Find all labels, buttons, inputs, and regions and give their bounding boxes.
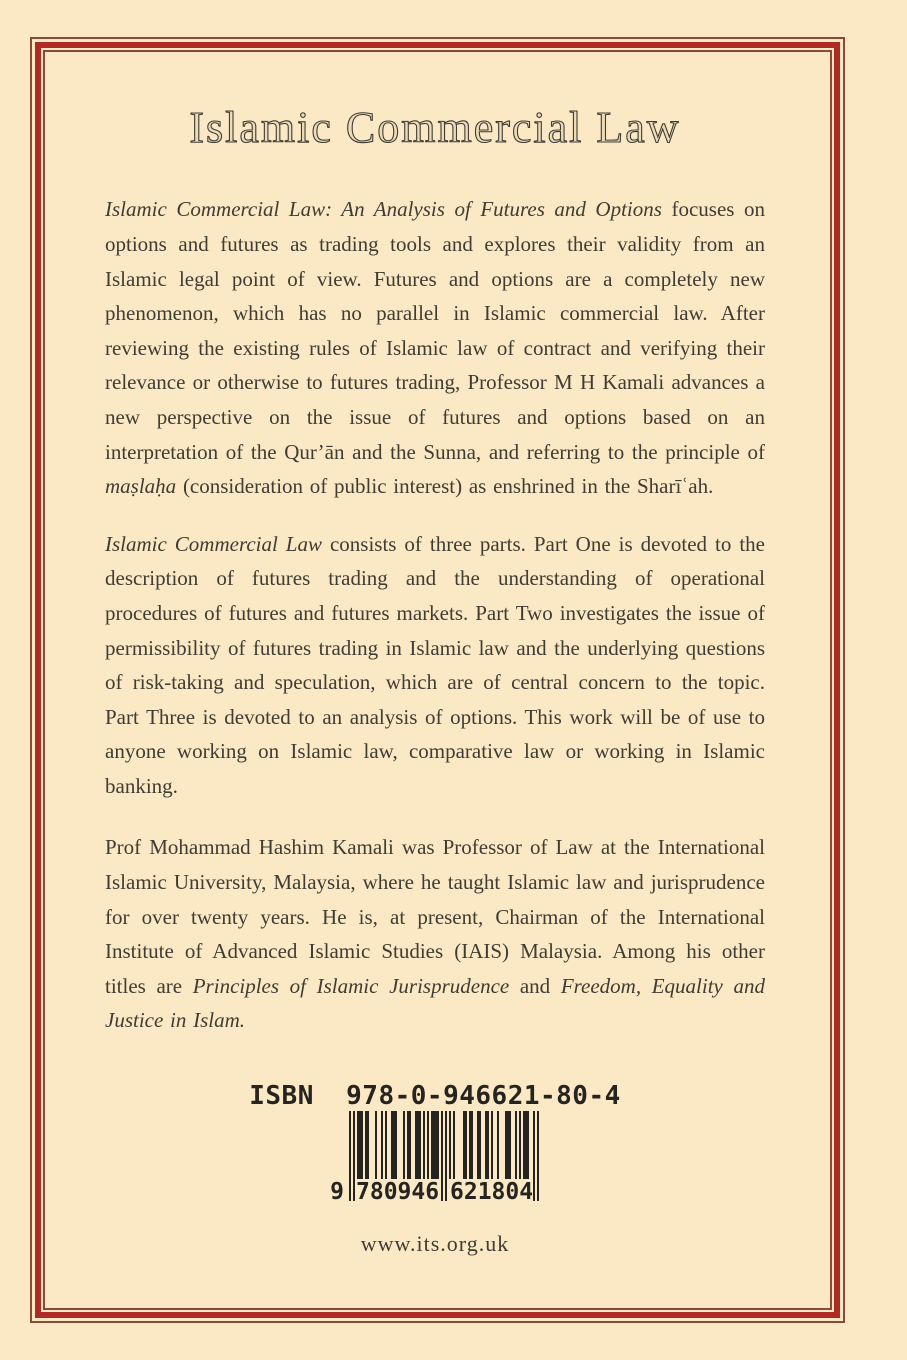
ean13-barcode	[327, 1111, 543, 1205]
isbn-block	[105, 1083, 765, 1205]
decorative-border-inner	[43, 50, 832, 1310]
author-bio-paragraph: Prof Mohammad Hashim Kamali was Professor of Law at the International Islamic University, Malaysia, where he taught Islamic law and jurisprudence for over twenty years. He is, at present, Chairman of the International Institute of Advanced Islamic Studies (IAIS) Malaysia. Among his other titles are Principles of Islamic Jurisprudence and Freedom, Equality and Justice in Islam.	[105, 835, 765, 1033]
synopsis-paragraph-2: Islamic Commercial Law consists of three parts. Part One is devoted to the description of futures trading and the understanding of operational procedures of futures and futures markets. Part Two investigates the issue of permissibility of futures trading in Islamic law and the underlying questions of risk-taking and speculation, which are of central concern to the topic. Part Three is devoted to an analysis of options. This work will be of use to anyone working on Islamic law, comparative law or working in Islamic banking.	[105, 531, 765, 798]
barcode-digit-leading: 9	[330, 1179, 344, 1206]
cover-content	[45, 104, 830, 1310]
barcode-digits-left: 780946	[356, 1179, 440, 1206]
isbn-number: ISBN 978-0-946621-80-4	[249, 1081, 621, 1112]
decorative-border-outer	[30, 37, 845, 1323]
decorative-border-thick	[35, 42, 840, 1318]
publisher-website: www.its.org.uk	[360, 1231, 510, 1257]
book-title: Islamic Commercial Law	[189, 103, 681, 152]
barcode-digits-right: 621804	[450, 1179, 534, 1206]
synopsis-paragraph-1: Islamic Commercial Law: An Analysis of Futures and Options focuses on options and futures as trading tools and explores their validity from an Islamic legal point of view. Futures and options are a completely new phenomenon, which has no parallel in Islamic commercial law. After reviewing the existing rules of Islamic law of contract and verifying their relevance or otherwise to futures trading, Professor M H Kamali advances a new perspective on the issue of futures and options based on an interpretation of the Qur’ān and the Sunna, and referring to the principle of maṣlaḥa (consideration of public interest) as enshrined in the Sharīʿah.	[105, 197, 765, 499]
